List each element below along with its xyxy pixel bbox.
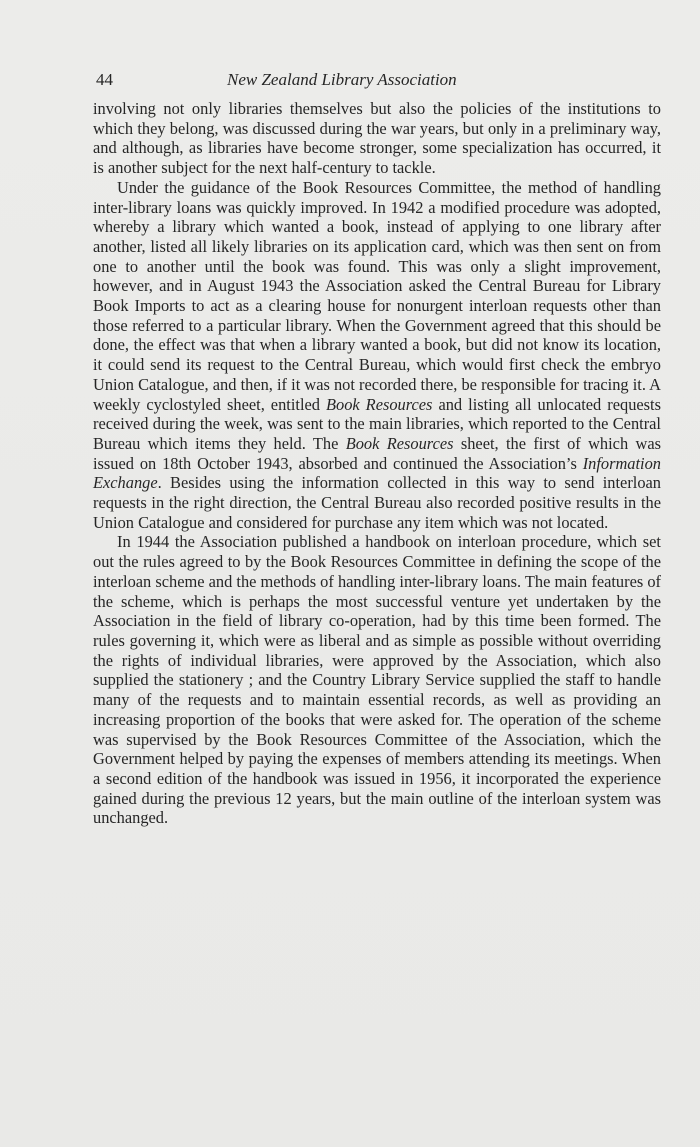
paragraph-3: In 1944 the Association published a handbook on interloan procedure, which set out the rules agreed to by the Book Resources Committee in defining the scope of the interloan scheme and the methods of handling inter-library loans. The main features of the scheme, which is perhaps the most successful venture yet undertaken by the Association in the field of library co-operation, had by this time been formed. The rules governing it, which were as liberal and as simple as possible without overriding the rights of individual libraries, were approved by the Association, which also supplied the stationery ; and the Country Library Service supplied the staff to handle many of the requests and to maintain essential records, as well as providing an increasing proportion of the books that were asked for. The operation of the scheme was supervised by the Book Resources Committee of the Association, which the Government helped by paying the expenses of members attending its meetings. When a second edition of the handbook was issued in 1956, it incorporated the experience gained during the previous 12 years, but the main outline of the interloan system was unchanged. — [93, 532, 661, 828]
running-title: New Zealand Library Association — [227, 70, 457, 89]
paragraph-2-text-1: Under the guidance of the Book Resources Committee, the method of handling inter-library loans was quickly improved. In 1942 a modified procedure was adopted, whereby a library which wanted a book, instead of applying to one library after another, listed all likely libraries on its application card, which was then sent on from one to another until the book was found. This was only a slight improvement, however, and in August 1943 the Association asked the Central Bureau for Library Book Imports to act as a clearing house for nonurgent interloan requests other than those referred to a particular library. When the Government agreed that this should be done, the effect was that when a library wanted a book, but did not know its location, it could send its request to the Central Bureau, which would first check the embryo Union Catalogue, and then, if it was not recorded there, be responsible for tracing it. A weekly cyclostyled sheet, entitled — [93, 177, 661, 414]
paragraph-2-text-4: . Besides using the information collected in this way to send interloan requests in the right direction, the Central Bureau also recorded positive results in the Union Catalogue and considered for purchase any item which was not located. — [93, 473, 661, 532]
paragraph-2-text-3: sheet, the first of which was issued on 18th October 1943, absorbed and continued the Association’s — [93, 433, 661, 473]
italic-information-exchange: Information Exchange — [93, 453, 661, 493]
italic-book-resources-2: Book Resources — [345, 433, 454, 453]
body-text — [93, 99, 661, 828]
page-number: 44 — [96, 70, 113, 89]
paragraph-1: involving not only libraries themselves but also the policies of the institutions to which they belong, was discussed during the war years, but only in a preliminary way, and although, as libraries have become stronger, some specialization has occurred, it is another subject for the next half-century to tackle. — [93, 99, 661, 178]
italic-book-resources-1: Book Resources — [325, 394, 433, 414]
paragraph-2-text-2: and listing all unlocated requests received during the week, was sent to the main libraries, which reported to the Central Bureau which items they held. The — [93, 394, 661, 453]
paragraph-2 — [93, 178, 661, 533]
running-head — [96, 70, 616, 92]
